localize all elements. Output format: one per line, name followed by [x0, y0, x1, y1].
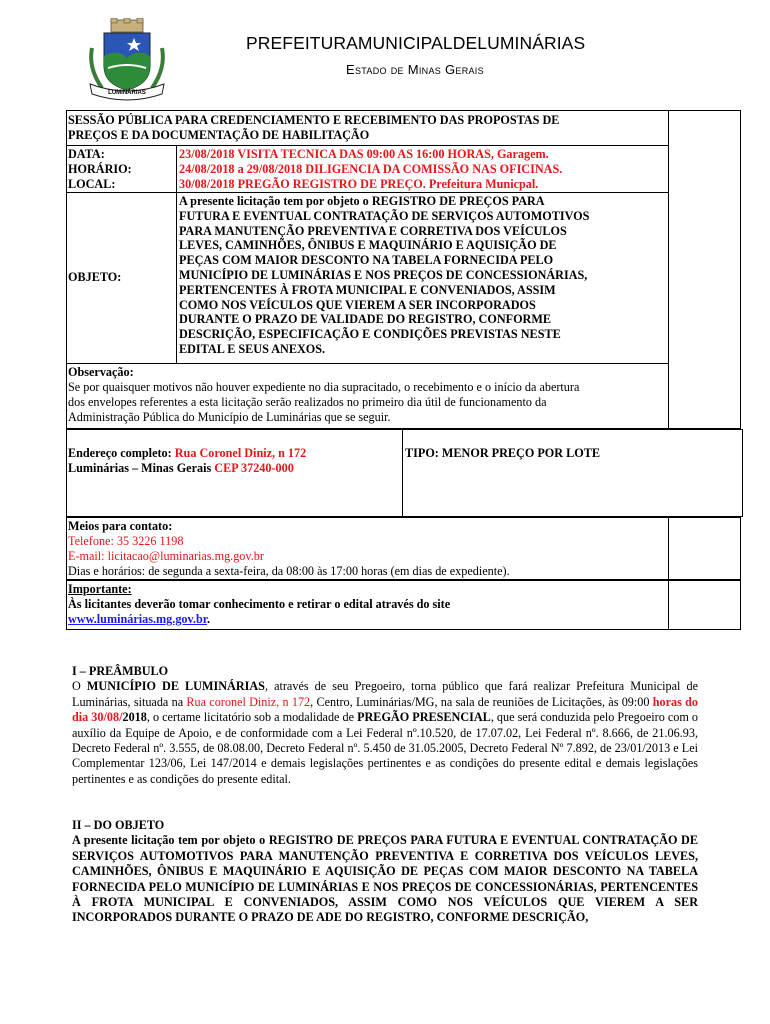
- horario-label: HORÁRIO:: [68, 162, 132, 176]
- session-title-line2: PREÇOS E DA DOCUMENTAÇÃO DE HABILITAÇÃO: [68, 128, 370, 142]
- dias-text: Dias e horários: de segunda a sexta-feira, da 08:00 às 17:00 horas (em dias de expediente).: [68, 564, 510, 578]
- objeto-section: [72, 818, 698, 926]
- meios-label: Meios para contato:: [68, 519, 173, 533]
- svg-text:LUMINÁRIAS: LUMINÁRIAS: [108, 90, 146, 96]
- endereco-label: Endereço completo:: [68, 446, 175, 460]
- telefone-text: Telefone: 35 3226 1198: [68, 534, 184, 548]
- objeto-line: PEÇAS COM MAIOR DESCONTO NA TABELA FORNECIDA PELO: [179, 253, 554, 268]
- observacao-line3: Administração Pública do Município de Luminárias que se seguir.: [68, 410, 391, 424]
- cep-value: CEP 37240-000: [214, 461, 294, 475]
- objeto-line: DESCRIÇÃO, ESPECIFICAÇÃO E CONDIÇÕES PREVISTAS NESTE: [179, 327, 561, 342]
- objeto-line: COMO NOS VEÍCULOS QUE VIEREM A SER INCORPORADOS: [179, 297, 536, 312]
- observacao-line1: Se por quaisquer motivos não houver expediente no dia supracitado, o recebimento e o início da abertura: [68, 380, 580, 394]
- site-period: .: [207, 612, 211, 626]
- preambulo-text: O MUNICÍPIO DE LUMINÁRIAS, através de seu Pregoeiro, torna público que fará realizar Prefeitura Municipal de Luminárias, situada na Rua coronel Diniz, n 172, Centro, Luminárias/MG, na sala de reuniões de Licitações, às 09:00 horas do dia 30/08/2018, o certame licitatório sob a modalidade de PREGÃO PRESENCIAL, que será conduzida pelo Pregoeiro com o auxílio da Equipe de Apoio, e de conformidade com a Lei Federal nº.10.520, de 17.07.02, Lei Federal nº. 8.666, de 21.06.93, Decreto Federal nº. 3.555, de 08.08.00, Decreto Federal nº. 5.450 de 31.05.2005, Decreto Federal Nº 7.892, de 23/01/2013 e Lei Complementar 123/06, Lei 147/2014 e demais legislações pertinentes e as condições do presente edital e demais legislações pertinentes e as condições do presente edital.: [72, 679, 699, 786]
- importante-label: Importante:: [68, 582, 132, 596]
- horario-value: 24/08/2018 a 29/08/2018 DILIGENCIA DA COMISSÃO NAS OFICINAS.: [179, 162, 563, 176]
- preambulo-title: I – PREÂMBULO: [72, 664, 169, 678]
- objeto-line: PERTENCENTES À FROTA MUNICIPAL E CONVENIADOS, ASSIM: [179, 282, 556, 297]
- observacao-label: Observação:: [68, 365, 134, 379]
- document-header: [0, 0, 770, 105]
- objeto-label: OBJETO:: [68, 270, 122, 284]
- objeto-line: PARA MANUTENÇÃO PREVENTIVA E CORRETIVA DOS VEÍCULOS: [179, 223, 567, 238]
- preambulo-section: [72, 664, 698, 787]
- cidade-label: Luminárias – Minas Gerais: [68, 461, 215, 475]
- data-value: 23/08/2018 VISITA TECNICA DAS 09:00 AS 16:00 HORAS, Garagem.: [179, 147, 549, 161]
- endereco-line: [68, 446, 306, 461]
- objeto-line: DURANTE O PRAZO DE VALIDADE DO REGISTRO, CONFORME: [179, 312, 551, 327]
- local-value: 30/08/2018 PREGÃO REGISTRO DE PREÇO. Prefeitura Municpal.: [179, 177, 539, 191]
- local-label: LOCAL:: [68, 177, 116, 191]
- objeto-line: LEVES, CAMINHÕES, ÔNIBUS E MAQUINÁRIO E AQUISIÇÃO DE: [179, 238, 557, 253]
- importante-text: Às licitantes deverão tomar conhecimento e retirar o edital através do site: [68, 597, 451, 611]
- objeto-section-title: II – DO OBJETO: [72, 818, 165, 832]
- observacao-line2: dos envelopes referentes a esta licitação serão realizados no primeiro dia útil de funcionamento da: [68, 395, 547, 409]
- objeto-line: A presente licitação tem por objeto o REGISTRO DE PREÇOS PARA: [179, 194, 545, 208]
- objeto-line: EDITAL E SEUS ANEXOS.: [179, 342, 326, 356]
- cidade-line: [68, 461, 294, 476]
- endereco-value: Rua Coronel Diniz, n 172: [174, 446, 307, 460]
- objeto-section-text: A presente licitação tem por objeto o REGISTRO DE PREÇOS PARA FUTURA E EVENTUAL CONTRATAÇÃO DE SERVIÇOS AUTOMOTIVOS PARA MANUTENÇÃO PREVENTIVA E CORRETIVA DOS VEÍCULOS LEVES, CAMINHÕES, ÔNIBUS E MAQUINÁRIO E AQUISIÇÃO DE PEÇAS COM MAIOR DESCONTO NA TABELA FORNECIDA PELO MUNICÍPIO DE LUMINÁRIAS E NOS PREÇOS DE CONCESSIONÁRIAS, PERTENCENTES À FROTA MUNICIPAL E CONVENIADOS, ASSIM COMO NOS VEÍCULOS QUE VIEREM A SER INCORPORADOS DURANTE O PRAZO DE ADE DO REGISTRO, CONFORME DESCRIÇÃO,: [72, 833, 698, 925]
- coat-of-arms-logo: [84, 18, 170, 102]
- site-link[interactable]: www.luminárias.mg.gov.br: [68, 612, 208, 626]
- objeto-line: MUNICÍPIO DE LUMINÁRIAS E NOS PREÇOS DE CONCESSIONÁRIAS,: [179, 268, 588, 282]
- objeto-line: FUTURA E EVENTUAL CONTRATAÇÃO DE SERVIÇOS AUTOMOTIVOS: [179, 208, 590, 223]
- data-label: DATA:: [68, 147, 105, 161]
- organization-title: PREFEITURAMUNICIPALDELUMINÁRIAS: [246, 33, 586, 53]
- site-line: [68, 612, 210, 627]
- email-text: E-mail: licitacao@luminarias.mg.gov.br: [68, 549, 264, 563]
- organization-subtitle: Estado de Minas Gerais: [346, 62, 484, 77]
- tipo-label: TIPO: MENOR PREÇO POR LOTE: [405, 446, 601, 460]
- session-title-line1: SESSÃO PÚBLICA PARA CREDENCIAMENTO E RECEBIMENTO DAS PROPOSTAS DE: [68, 113, 560, 127]
